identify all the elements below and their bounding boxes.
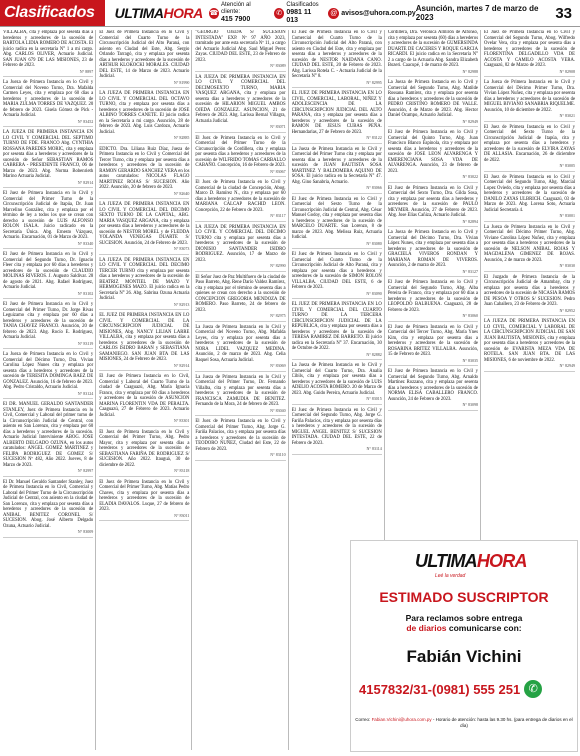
legal-notice bbox=[484, 125, 575, 172]
notice-text: El Juez de Primera Instancia en lo Civil, Comercial y Laboral del Cuarto Turno de la ciudad de Caaguazú, Abg. María Ignacia Franco, cita y emplaza por 60 días a herederos y acreedores de la sucesión de ASUNCION MARINA FLORENTIN VDA DE PERALTA. Caaguazú, 27 de Febrero de 2023. Actuario Judicial. bbox=[99, 374, 190, 418]
legal-notice bbox=[99, 313, 189, 371]
legal-notice bbox=[99, 91, 189, 144]
notice-text: EL JUEZ DE PRIMERA INSTANCIA EN LO CIVIL Y COMERCIAL DEL CUARTO TURNO DE LA TERCERA CIRCUNSCRIPCION JUDICIAL DE LA REPUBLICA, cita y emplaza por sesenta días a herederos y acreedores de la sucesión de TERESA RAMIREZ DE BARRETO. El juicio radica en la Secretaría N° 37. Encarnación, 30 de Octubre de 2022. bbox=[291, 302, 382, 351]
legal-notice bbox=[388, 80, 478, 127]
logo-accent: HORA bbox=[163, 5, 203, 21]
notice-code: N° 82995 bbox=[366, 79, 382, 85]
notice-code: N° 82914 bbox=[173, 362, 190, 368]
ad-title: ESTIMADO SUSCRIPTOR bbox=[379, 589, 549, 605]
notice-code: N° 83090 bbox=[366, 290, 382, 296]
legal-notice bbox=[484, 275, 575, 317]
subscriber-ad bbox=[350, 540, 578, 752]
notice-text: El Juez de Primera Instancia en lo Civil y Comercial del Primer Turno, Dr. Jorge Rivas Leguizamo cita y emplaza por 60 días a herederos y acreedores de la sucesión de TANIA CHAVEZ FRANCO. Asunción, 20 de febrero de 2023. Abg. Rocío E. Rodríguez, Actuaria Judicial. bbox=[3, 302, 94, 340]
notice-code: N° 8897 bbox=[79, 68, 94, 74]
legal-notice bbox=[388, 30, 478, 77]
contact1-value: 415 7900 bbox=[221, 16, 251, 23]
notice-code: N° 83071 bbox=[270, 124, 286, 129]
contact-email bbox=[328, 8, 416, 19]
legal-notice bbox=[3, 191, 93, 249]
notice-text: EL JUEZ DE PRIMERA INSTANCIA EN LO CIVIL, COMERCIAL, LABORAL, NIÑEZ Y ADOLESCENCIA DE LA CIRCUNSCRIPCION JUDICIAL DEL ALTO PARANA, cita y emplaza por sesenta días a herederos y acreedores de la sucesión de RAMON DE JESUS CUBAS PEÑA. Hernandarias, 27 de Febrero de 2023. bbox=[291, 91, 382, 135]
newspaper-logo bbox=[115, 5, 203, 21]
notice-code: N° 83001 bbox=[559, 213, 576, 218]
notice-text: El Juez de Primera Instancia en lo Civil y Comercial del Sexto Turno de la Circunscripción Judicial de Itapúa, cita y emplaza por sesenta días a herederos y acreedores de la sucesión de ELVIRA ZAYAS DE ALLASIA. Encarnación, 26 de diciembre de 2022. bbox=[484, 124, 576, 163]
notice-code: N° 83073 bbox=[173, 246, 190, 251]
legal-notice bbox=[99, 374, 189, 427]
legal-notice bbox=[195, 325, 285, 372]
notice-code: N° 83067 bbox=[270, 168, 286, 174]
ad-subtitle bbox=[351, 613, 577, 633]
notice-text: La Jueza de Primera Instancia en lo Civil y Comercial del Décimo Primer Turno, Dra. Vivian López Nuñez, cita y emplaza por sesenta días a herederos y acreedores de la sucesión de MIGUEL BIVIANO SANABRIA RIQUELME. Asunción, 10 de diciembre de 2022. bbox=[484, 80, 576, 113]
notice-text: La Jueza de Primera Instancia en lo Civil y Comercial del Cuarto Turno, Dra. Analía Cibils, cita y emplaza por sesenta días a herederos y acreedores de la sucesión de LUIS ADELIO ACOSTA ROMERO. 20 de Marzo de 2023. Abg. Guido Pereira, Actuario Judicial. bbox=[291, 363, 382, 396]
legal-notice bbox=[99, 258, 189, 311]
legal-notice bbox=[292, 408, 382, 455]
notice-text: El Juez de Primera Instancia en lo Civil y Comercial del Quinto Turno, Abg. Juan Francisco Blanco Espinola, cita y emplaza por sesenta días a herederos y acreedores de la sucesión de JOSE LEON ALVARENGA Y EMERENCIANA SOSA VDA DE ALVARENGA. Asunción, 23 de febrero de 2023. bbox=[387, 130, 479, 174]
legal-notice bbox=[195, 375, 285, 417]
legal-notice bbox=[195, 75, 285, 133]
ad-logo-accent: HORA bbox=[476, 551, 527, 571]
notice-code: N° 83066 bbox=[366, 185, 382, 190]
notice-code: N° 82949 bbox=[462, 118, 479, 124]
legal-notice bbox=[484, 225, 575, 272]
notice-code: N° 83060 bbox=[462, 313, 479, 318]
notice-text: El Juez de Primera Instancia en lo Civil y Comercial del Segundo Turno, Dr. Ignacio Fleer cita y emplaza por 60 días a herederos y acreedores de la sucesión de CLAUDIO MOLINAS RIVEROS. J. Augusto Saldivar. 28 de agosto de 2021. Abg. Rafael Rodríguez, Actuario Judicial. bbox=[3, 252, 94, 290]
ad-phone: 4157832/31-(0981) 555 251 bbox=[359, 681, 521, 697]
notice-text: El DR. MANUEL GERALDO SANTANDER STANLEY, Juez de Primera Instancia en lo Civil, Comercial y Laboral del primer turno de la Circunscripción Judicial de Central, con asiento en San Lorenzo, cita y emplaza por 60 días a herederos y acreedores de la sucesión. Actuario Judicial Interviniente ABOG. JOSE ALBERTO DELGADO OZUNA, en los autos caratulados: ANGEL GOMEZ MARTINEZ y FELIPA RODRIGUEZ DE GOMEZ S/ SUCESION Nº 482, Año 2022. Jueves, 8 de Marzo de 2023. bbox=[3, 402, 94, 468]
legal-notice bbox=[99, 480, 189, 522]
legal-notice bbox=[484, 319, 575, 372]
ad-contact-name: Fabián Vichini bbox=[406, 647, 522, 666]
notice-code: N° 83069 bbox=[270, 363, 286, 368]
notice-code: N° 82952 bbox=[559, 307, 576, 313]
ad-phone-row bbox=[359, 677, 569, 701]
notice-code: N° 83015 bbox=[366, 396, 382, 401]
legal-notice bbox=[195, 30, 285, 72]
contact2-value: 0981 11 013 bbox=[286, 8, 312, 24]
notice-code: N° 83102 bbox=[77, 290, 94, 296]
notice-code: N° 83452 bbox=[77, 118, 94, 124]
notice-text: LA JUEZA DE PRIMERA INSTANCIA EN LO CIVIL Y COMERCIAL DEL DECIMO TURNO cita y emplaza por sesenta días a herederos y acreedores de la sucesión de DIONISIO SANTANDER ISIDRO RODRIGUEZ. Asunción, 17 de Marzo de 2023. bbox=[195, 224, 286, 263]
notice-text: Cordillera, Dra. Verónica Almirón de Alfonso, cita y emplaza por sesenta (60) días a herederos y acreedores de la sucesión de GUMERSINDA DUARTE DE CACERES Y ROQUE GARCIA RICARDI. El juicio radica en la Secretaría N° 2 a cargo de la Actuaria Abg. Sandra Elizabeth Bozeri. Caacupé, 1 de marzo de 2023. bbox=[387, 30, 479, 68]
legal-notice bbox=[3, 402, 93, 477]
notice-code: N° 83009 bbox=[77, 529, 94, 534]
notice-text: El Juez de Primera Instancia en lo Civil y Comercial de la ciudad de Concepción, Abog. Marco D. Ramírez N., cita y emplaza por 60 días a herederos y acreedores de la sucesión de MARIANA CALCAP RACHID LEON. Concepción, 22 de Febrero de 2023. bbox=[195, 180, 286, 213]
notice-text: El Juez de Primera Instancia en lo Civil y Comercial del Segundo Turno, Abg. Marcial Lopez Oviedo, cita y emplaza por sesenta días a herederos y acreedores de la sucesión de DANILO ZAYAS ULBRICH. Caaguazú, 03 de Marzo de 2023. Abg. Lorena Soto, Actuaria Judicial Secretaría 4. bbox=[484, 174, 576, 213]
legal-notice bbox=[292, 30, 382, 88]
notice-text: LA JUEZA DE PRIMERA INSTANCIA EN LO CIVIL Y COMERCIAL DEL DECIMOSEXTO TURNO, MARIA VASQUEZ ARGANA, cita y emplaza por sesenta días a herederos y acreedores de la sucesión de HILARION MIGUEL AMBOS OJEDA GONZALEZ. ASUNCION, 21 de Febrero de 2023. Abg. Larissa Bernal Villagra, Actuaria Judicial. bbox=[195, 74, 286, 124]
notice-code: N° 82894 bbox=[462, 218, 479, 224]
notice-code: N° 83117 bbox=[270, 213, 286, 218]
notice-code: N° 83089 bbox=[270, 63, 286, 68]
legal-notice bbox=[195, 419, 285, 461]
notice-code: N° 82640 bbox=[173, 190, 190, 196]
logo-main: ULTIMA bbox=[114, 5, 164, 21]
notice-text: El Juez de Primera Instancia en lo Civil y Comercial del Primer Turno, Abg. Jorge G. Fariña Palacios, cita y emplaza por sesenta días a herederos y acreedores de la sucesión de TEODORO NUÑEZ, Ciudad del Este, 22 de Febrero de 2023. bbox=[195, 419, 286, 452]
notice-code: N° 83114 bbox=[366, 446, 382, 451]
contact2-label: Clasificados bbox=[286, 1, 319, 8]
whatsapp-icon: ✆ bbox=[274, 8, 284, 19]
notice-code: N° 83040 bbox=[270, 407, 286, 413]
notice-code: N° 83110 bbox=[270, 452, 286, 457]
ad-footer-hours: - Horario de atención: hasta las 9.30 hs. (para entrega de diarios en el día) bbox=[431, 717, 573, 728]
notice-text: LA JUEZA DE PRIMERA INSTANCIA EN LO CIVIL Y COMERCIAL DEL DECIMO TERCER TURNO cita y emplaza por sesenta días a herederos y acreedores de la sucesión de BEATRIZ MONTIEL DE MAZO Y HERMOGENES MAZO. El juicio radica en la Secretaría N° 26. Abg. Sabrina Ozuna Actuaria Judicial. bbox=[99, 257, 190, 301]
notice-text: El Juez de Primera Instancia en lo Civil y Comercial del Sexto Turno, Dra. Gilda Sosa, cita y emplaza por sesenta días a herederos y acreedores de la sucesión de PAULO MEYMER. Asunción, 27 de Febrero de 2023. Abg. Jose Elias Cañiza, Actuario Judicial. bbox=[387, 185, 479, 218]
ad-sub-rest: comunicarse con: bbox=[446, 623, 522, 633]
legal-notice bbox=[195, 275, 285, 322]
notice-text: El Juez de Primera Instancia en lo Civil y Comercial del Primer Turno de la Circunscripción Judicial de Itapúa, Dr. Juan Marcelino González, cita y emplaza por el término de ley a todos los que se crean con derecho a sucesión de LUIS ALFONSO ROLON ISALA. Juicio radicado en la Secretaría Única. Abg. Ernesto Vázquez, Actuario. Encarnación, 01 de Marzo de 2023. bbox=[3, 191, 94, 240]
ad-logo-main: ULTIMA bbox=[415, 551, 477, 571]
ad-logo bbox=[415, 551, 527, 572]
notice-text: La Jueza de Primera Instancia en lo Civil y Comercial del Décimo Turno, Dra. Vivian Carolina López Nunes cita y emplaza por sesenta días a herederos y acreedores de la sucesión de TERESITA DOMINGA BAEZ DE GONZALEZ. Asunción, 16 de febrero de 2023. Abg. Pedro Cristaldo, Actuario Judicial. bbox=[3, 352, 94, 390]
notice-text: LA JUEZA DE PRIMERA INSTANCIA EN LO CIVIL Y COMERCIAL DEL DECIMO SEXTO TURNO DE LA CAPITAL, ABG. MARIA VASQUEZ ARGANA, cita y emplaza por sesenta días a herederos y acreedores de la sucesión de NESTOR MOREL y de FLEDDA YOLANDA VENEGAS DUARTE S/ SUCESION. Asunción, 24 de Febrero de 2023. bbox=[99, 202, 190, 246]
notice-text: EL JUEZ DE PRIMERA INSTANCIA EN LO CIVIL Y COMERCIAL DE LA CIRCUNSCRIPCION JUDICIAL DE MISIONES, Abg. NANCY LILIAN LARRE VILLALBA, cita y emplaza por sesenta días a herederos y acreedores de la sucesión de CARLOS ISIDRO BARAN y SEBASTIANA SAMANIEGO. SAN JUAN BTA DE LAS MISIONES, 24 de Febrero de 2023. bbox=[99, 313, 190, 362]
notice-text: El Juez de Primera Instancia en lo Civil y Comercial del Segundo Turno, Abog. Wilfredo Ovelar Vera, cita y emplaza por sesenta días a herederos y acreedores de la sucesión de FLORENTINA DELGADILLO VDA DE ACOSTA Y CAMILO ACOSTA VERA. Caaguazú, 02 de Marzo de 2023. bbox=[484, 30, 576, 68]
ad-footer bbox=[355, 717, 573, 728]
legal-notice bbox=[99, 147, 189, 200]
column-3 bbox=[195, 30, 288, 750]
notice-code: N° 82997 bbox=[77, 468, 94, 473]
legal-notice bbox=[3, 80, 93, 127]
legal-notice bbox=[195, 225, 285, 272]
notice-text: LA JUEZA DE PRIMERA INSTANCIA EN LO CIVIL Y COMERCIAL DEL OCTAVO TURNO, cita y emplaza por sesenta días a herederos y acreedores de la sucesión de JOSE ALBINO TORRES CANETE. El juicio radica en la Secretaría a mi cargo. Asunción, 28 de febrero de 2023. Abg. Luis Cardozo, Actuario Judicial. bbox=[99, 91, 190, 135]
column-2 bbox=[99, 30, 192, 750]
issue-date: Asunción, martes 7 de marzo de 2023 bbox=[415, 4, 539, 22]
ad-footer-email[interactable]: Fabian.Vichini@uhora.com.py bbox=[371, 717, 432, 722]
notice-code: N° 82990 bbox=[270, 263, 286, 268]
legal-notice bbox=[195, 136, 285, 178]
legal-notice bbox=[388, 230, 478, 277]
notice-code: N° 83118 bbox=[174, 468, 190, 473]
notice-text: VILLALBA, cita y emplaza por sesenta días a herederos y acreedores de la sucesión de BARTOLA LIDIA ROMERO DE ACOSTA. El juicio radica en la secretaría N° 1 a mi cargo. Abg. CARLOS OLIVER, Actuario Judicial. SAN JUAN 679 DE LAS MISIONES, 23 de Febrero de 2023. bbox=[3, 30, 94, 68]
notice-text: La Jueza de Primera Instancia en lo Civil y Comercial del Segundo Turno, Abg. Matilde Rossana Ramírez, cita y emplaza por sesenta días a herederos y acreedores de la sucesión de PEDRO CRISTINO ROMERO DE VALLE. Asunción, 4 de Marzo de 2023. Abg. Hector Daniel Ocampo, Actuario Judicial. bbox=[387, 80, 479, 118]
legal-notice bbox=[292, 302, 382, 360]
legal-notice bbox=[3, 130, 93, 188]
legal-notice bbox=[99, 30, 189, 88]
page-header bbox=[0, 0, 580, 26]
legal-notice bbox=[388, 130, 478, 183]
notice-text: La Jueza de Primera Instancia en lo Civil y Comercial del Noveno Turno, Dra. Mafalda Carmen Leyes, cita y emplaza por 60 días a herederos y acreedores de la sucesión de MARIA ZULMA TORRES DE VAZQUEZ. 20 de febrero de 2023. Gisela Gómez de Pick - Actuaria Judicial. bbox=[3, 80, 94, 118]
ad-sub-line1: Para reclamos sobre entrega bbox=[405, 613, 523, 623]
notice-code: N° 82914 bbox=[77, 179, 94, 185]
legal-notice bbox=[292, 197, 382, 250]
notice-text: El Juez de Primera Instancia en lo Civil y Comercial del Cuarto Turno de la Circunscripción Judicial de Alto Paraná, cita y emplaza por sesenta días a herederos y acreedores de la sucesión de SIMON ROLON VILLALBA. CIUDAD DEL ESTE, 6 de Febrero de 2023. bbox=[291, 252, 382, 290]
notice-code: N° 83022 bbox=[462, 174, 479, 179]
notice-code: N° 83030 bbox=[559, 263, 576, 268]
notice-code: N° 83035 bbox=[462, 357, 479, 363]
phone-icon: ☎ bbox=[209, 9, 219, 17]
notice-code: N° 82882 bbox=[366, 351, 382, 357]
notice-text: LA JUEZA DE PRIMERA INSTANCIA EN LO CIVIL, COMERCIAL Y LABORAL DE LA CIRCUNSCRIPCION JUDICIAL DE SAN JUAN BAUTISTA, MISIONES, cita y emplaza por sesenta días a herederos y acreedores de la sucesión de EVARISTA MEZA VDA DE ROTELA. SAN JUAN BTA. DE LAS MISIONES, 6 de noviembre de 2022. bbox=[484, 319, 576, 363]
notice-code: N° 82988 bbox=[462, 68, 479, 74]
notice-text: El Juez de Primera Instancia en lo Civil y Comercial del Tercer Turno, Abg. María Ynes Kim, cita y emplaza por sesenta días a herederos y acreedores de la sucesión de ROSARINA BRITEZ VILLALBA. Asunción, 15 de Febrero de 2023. bbox=[387, 324, 479, 357]
notice-text: La Jueza de Primera Instancia en lo Civil y Comercial del Décimo Turno, Dra. Vivian López Nunes, cita y emplaza por sesenta días a herederos y acreedores de la sucesión de GRACIELA VIVEROS RONDAN Y MARIANA ROMAN DE VIVEROS. Asunción, 2 de marzo de 2023. bbox=[387, 230, 479, 268]
notice-text: El Juzgado de Primera Instancia de la Circunscripción Judicial de Amambay, cita y emplaza por sesenta días a herederos y acreedores de la sucesión de NICASIA RAMOS DE PESOA Y OTROS S/ SUCESION. Pedro Juan Caballero, 23 de Febrero de 2023. bbox=[484, 274, 576, 307]
section-title: Clasificados bbox=[0, 0, 105, 26]
legal-notice bbox=[99, 430, 189, 477]
notice-text: EDICTO. Dra. Liliana Ruiz Díaz, Jueza de Primera Instancia en lo Civil y Comercial del Tercer Turno, cita y emplaza por sesenta días a herederos y acreedores de la sucesión de RAMON GERARDO SANCHEZ VERA en los autos caratulados: NICOLAS FLAGO MARTINEZ ROJAS S/ SUCESION. Año 2022. Asunción, 20 de febrero de 2023. bbox=[99, 146, 190, 190]
legal-notice bbox=[3, 252, 93, 299]
legal-notice bbox=[484, 30, 575, 77]
legal-notice bbox=[292, 91, 382, 144]
contact-classifieds bbox=[274, 2, 322, 25]
contact-customer-service bbox=[209, 2, 268, 24]
notice-text: El Juez de Primera Instancia en lo Civil y Comercial del Primer Turno, Abg. Pedro Mayor, cita y emplaza por sesenta días a herederos y acreedores de la sucesión de SEBASTIANA FARIÑA DE RODRIGUEZ S/ SUCESION. Año 2022. Itauguá, 30 de diciembre de 2022. bbox=[99, 429, 190, 468]
notice-text: El Juez de Primera Instancia en lo Civil y Comercial del Segundo Turno, Abg. Alba Pereira de Franco, cita y emplaza por 60 días a herederos y acreedores de la sucesión de LEOPOLDO BALBUENA. Caaguazú, 28 de Febrero de 2023. bbox=[387, 280, 479, 313]
notice-text: "GEORGIO OJEDA S/ SUCESION INTESTADA" EXP. Nº 97 AÑO 2023, tramitado por ante esta secretaría Nº 11, a cargo del Actuario Judicial Abg. Saul Miguel Perez Zayas. CIUDAD DEL ESTE, 23 de Febrero de 2023. bbox=[195, 30, 286, 63]
whatsapp-icon: ✆ bbox=[524, 680, 542, 698]
notice-code: N° 82885 bbox=[173, 135, 190, 140]
notice-code: N° 82949 bbox=[559, 363, 576, 368]
notice-text: El Juez de Primera Instancia en lo Civil y Comercial del Sexto Turno de la Circunscripción Judicial de Central, Abg. César Manuel Godoy, cita y emplaza por sesenta días a herederos y acreedores de la sucesión de MARCELO DUARTE. San Lorenzo, 8 de marzo de 2023. Abg. Melissa Ruiz, Actuaria Judicial. bbox=[291, 196, 382, 240]
contact1-label: Atención al cliente: bbox=[221, 2, 251, 15]
contact3-value: avisos@uhora.com.py bbox=[341, 9, 416, 17]
legal-notice bbox=[3, 480, 93, 538]
notice-text: LA JUEZA DE PRIMERA INSTANCIA EN LO CIVIL Y COMERCIAL DEL SEPTIMO TURNO DE FDE. FRANCO Abg. CYNTHIA ROSSANA PAREDES MORIC, cita y emplaza por sesenta días a herederos y acreedores de la sucesión de Señor SEBASTIAN RAMOS CABRERA - PRESIDENTE FRANCO, 06 de Marzo de 2023. Abg. Norma Bobenrieth Marino Actuaria Judicial. bbox=[3, 130, 94, 179]
notice-text: El Juez de Primera Instancia en lo Civil y Comercial del Segundo Turno, Abg. Arnaldo Martínez Rozzano, cita y emplaza por sesenta días a herederos y acreedores de la sucesión de NORMA ELISA CABALLERO FRANCO. Asunción, 24 de Febrero de 2023. bbox=[387, 369, 479, 402]
legal-notice bbox=[388, 369, 478, 411]
notice-code: N° 83301 bbox=[173, 418, 190, 423]
legal-notice bbox=[388, 280, 478, 322]
legal-notice bbox=[388, 325, 478, 367]
notice-text: El Dr. Manuel Geraldo Santander Stanley, Juez de Primera Instancia en lo Civil, Comercial y Laboral del Primer Turno de la Circunscripción Judicial de Central, con asiento en la ciudad de San Lorenzo, cita y emplaza por sesenta días a herederos y acreedores de la sucesión de ANIBAL BENITEZ CORONEL S/ SUCESION. Abog. José Alberto Delgado Ozuna, Actuario Judicial. bbox=[3, 479, 94, 529]
legal-notice bbox=[292, 252, 382, 299]
legal-notice bbox=[484, 80, 575, 122]
notice-text: La Jueza de Primera Instancia en lo Civil y Comercial del Noveno Turno, Abg. Mafalda Leyes, cita y emplaza por sesenta días a herederos y acreedores de la sucesión de NORA LIDEL VAZQUEZ MEDINA. Asunción, 2 de marzo de 2023. Abg. Celia Raquel Sosa, Actuaria Judicial. bbox=[195, 324, 286, 363]
notice-text: El Señor Juez de Paz Multifuero de la ciudad de Paso Barreto, Abg. Rene Darío Valdez Ramírez, cita y emplaza por el término de sesenta días a quienes se crean con derecho a la sucesión de CONCEPCION GREGORIA MENDOZA DE ROMERO. Paso Barreto, 24 de febrero de 2023. bbox=[195, 274, 286, 313]
notice-text: El Juez de Primera Instancia en lo Civil y Comercial del Primer Turno de la Circunscripción de Cordillera, cita y emplaza por sesenta días a herederos y acreedores de la sucesión de WILFRIDO TOMAS CARBALLO CABAÑO. Concepción, 16 de Febrero de 2023. bbox=[195, 135, 286, 168]
legal-notice bbox=[3, 352, 93, 399]
notice-text: La Jueza de Primera Instancia en lo Civil y Comercial del Primer Turno cita y emplaza por sesenta días a herederos y acreedores de la sucesión de JUAN BAUTISTA SOSA MARTINEZ Y BALDOMERA AQUINO DE SOSA. El juicio radica en la Secretaría N° 47. Abg. Gino Sanabria, Actuario. bbox=[291, 146, 382, 185]
ad-tagline: Leé la verdad bbox=[435, 573, 466, 579]
legal-notice bbox=[292, 147, 382, 194]
notice-code: N° 83005 bbox=[559, 163, 576, 168]
legal-notice bbox=[3, 30, 93, 77]
notice-code: N° 83011 bbox=[174, 512, 190, 518]
notice-code: N° 83340 bbox=[77, 240, 94, 246]
legal-notice bbox=[484, 175, 575, 222]
notice-code: N° 83119 bbox=[77, 340, 94, 346]
notice-code: N° 82908 bbox=[559, 68, 576, 74]
legal-notice bbox=[292, 363, 382, 405]
legal-notice bbox=[388, 186, 478, 228]
notice-code: N° 83127 bbox=[462, 268, 479, 274]
notice-code: N° 83021 bbox=[559, 113, 576, 118]
notice-text: La Jueza de Primera Instancia en lo Civil y Comercial del Décimo Primer Turno, Abg. Viviane Carolina López Nuñez, cita y emplaza por sesenta días a herederos y acreedores de la sucesión de NELSON ANIBAL ROJAS Y MAGDALENA GIMENEZ DE ROJAS. Asunción, 2 de marzo de 2023. bbox=[484, 224, 576, 263]
column-1 bbox=[3, 30, 96, 750]
page-number: 33 bbox=[555, 4, 572, 22]
notice-code: N° 81990 bbox=[173, 79, 190, 85]
email-icon: @ bbox=[330, 9, 338, 17]
notice-code: N° 83122 bbox=[366, 135, 382, 140]
notice-text: El Juez de Primera Instancia en lo Civil y Comercial del Cuarto Turno de la Circunscripción Judicial del Alto Paraná, con asiento en Ciudad del Este, Abg. Sergio Orlando Tarragó, cita y emplaza por sesenta días a herederos y acreedores de la sucesión de ARTHUR KLOKOCKI MORALES. CIUDAD DEL ESTE, 14 de Marzo de 2023. Actuario Judicial. bbox=[99, 30, 190, 79]
legal-notice bbox=[3, 302, 93, 349]
notice-code: N° 83098 bbox=[462, 402, 479, 407]
ad-sub-accent: de diarios bbox=[406, 623, 447, 633]
header-divider bbox=[0, 26, 580, 27]
notice-text: El Juez de Primera Instancia en lo Civil y Comercial del Segundo Turno, Abg. Jorge G. Fariña Palacios, cita y emplaza por sesenta días a herederos y acreedores de la sucesión de MIGUEL ANGEL BENITEZ S/ SUCESION INTESTADA. CIUDAD DEL ESTE, 22 de Febrero de 2023. bbox=[291, 407, 382, 446]
notice-text: La Jueza de Primera Instancia en lo Civil y Comercial del Primer Turno, Dr. Fernando Villalba, cita y emplaza por sesenta días a herederos y acreedores de la sucesión de FRANCISCA ZAMUDIA DE BENITEZ. Fernando de la Mora, 24 de febrero de 2023. bbox=[195, 374, 286, 407]
notice-text: El Juez de Primera Instancia en lo Civil y Comercial del Cuarto Turno de la Circunscripción Judicial del Alto Paraná, con asiento en Ciudad del Este, cita y emplaza por sesenta días a herederos y acreedores de la sucesión de NESTOR NAIDANA CANO. CIUDAD DEL ESTE, 20 de Febrero de 2023. Abg. Larissa Rotela C. - Actuaria Judicial de la Secretaría N° 8. bbox=[291, 30, 382, 79]
notice-code: N° 82913 bbox=[173, 301, 190, 307]
notice-code: N° 83124 bbox=[77, 390, 94, 396]
legal-notice bbox=[99, 202, 189, 255]
notice-code: N° 82975 bbox=[270, 313, 286, 318]
ad-footer-prefix: Correo: bbox=[355, 717, 372, 722]
legal-notice bbox=[195, 180, 285, 222]
notice-text: El Juez de Primera Instancia en lo Civil y Comercial del Primer Turno, Abg. Matías Pedro Chaves, cita y emplaza por sesenta días a herederos y acreedores de la sucesión de ELADIA DAVALOS. Luque, 27 de febrero de 2023. bbox=[99, 479, 190, 512]
notice-code: N° 83080 bbox=[366, 240, 382, 246]
